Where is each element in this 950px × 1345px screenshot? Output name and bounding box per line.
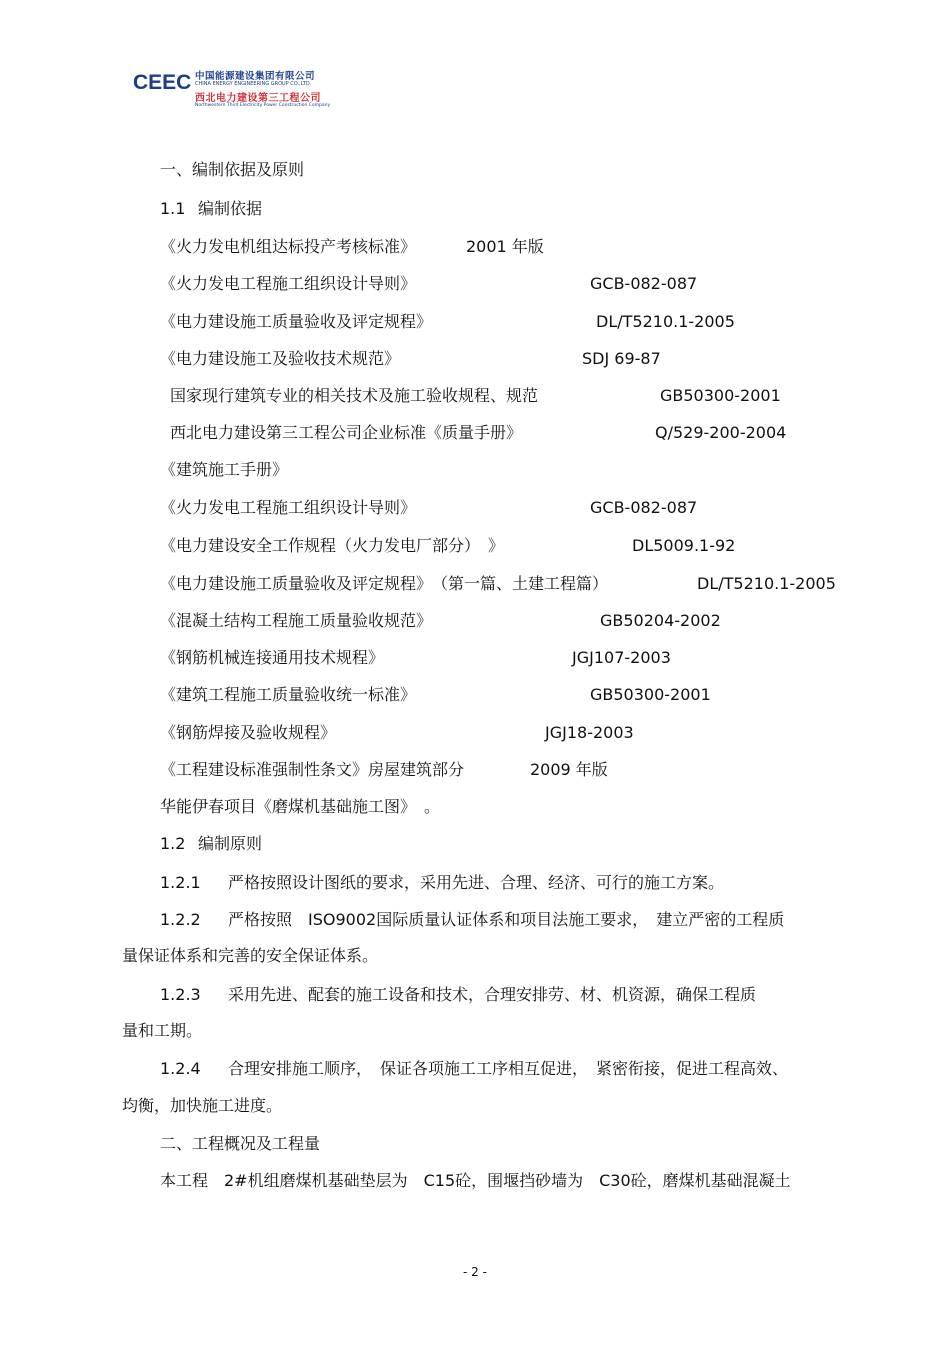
reference-code: GB50300-2001 — [590, 685, 711, 704]
reference-name: 《电力建设施工及验收技术规范》 — [160, 349, 401, 368]
reference-name: 《工程建设标准强制性条文》房屋建筑部分 — [160, 760, 465, 779]
reference-code: DL5009.1-92 — [632, 536, 736, 555]
subsidiary-name-en: Northwestern Third Electricity Power Construction Company — [195, 103, 331, 108]
reference-name: 《建筑施工手册》 — [160, 460, 289, 479]
subsidiary-name-cn: 西北电力建设第三工程公司 — [195, 93, 321, 104]
section-heading: 一、编制依据及原则 — [160, 160, 305, 179]
section-heading: 二、工程概况及工程量 — [160, 1134, 321, 1153]
reference-code: GB50300-2001 — [660, 386, 781, 405]
body-paragraph: 本工程 2#机组磨煤机基础垫层为 C15砼，围堰挡砂墙为 C30砼，磨煤机基础混凝土 — [160, 1171, 791, 1190]
principle-number: 1.2.2 — [160, 910, 201, 929]
reference-code: GCB-082-087 — [590, 274, 698, 293]
reference-name: 《建筑工程施工质量验收统一标准》 — [160, 685, 417, 704]
logo-mark-text: CEEC — [133, 71, 191, 92]
principle-number: 1.2.1 — [160, 873, 201, 892]
reference-name: 《混凝土结构工程施工质量验收规范》 — [160, 611, 433, 630]
principle-text: 严格按照设计图纸的要求，采用先进、合理、经济、可行的施工方案。 — [228, 873, 725, 892]
reference-code: 2001 年版 — [466, 237, 544, 256]
reference-name: 国家现行建筑专业的相关技术及施工验收规程、规范 — [170, 386, 539, 405]
principle-text-continued: 量保证体系和完善的安全保证体系。 — [122, 946, 379, 965]
reference-code: Q/529-200-2004 — [655, 423, 787, 442]
reference-name: 《电力建设施工质量验收及评定规程》 （第一篇、土建工程篇） — [160, 574, 609, 593]
reference-code: GB50204-2002 — [600, 611, 721, 630]
principle-text: 采用先进、配套的施工设备和技术，合理安排劳、材、机资源，确保工程质 — [228, 985, 757, 1004]
principle-number: 1.2.3 — [160, 985, 201, 1004]
principle-text: 严格按照 ISO9002国际质量认证体系和项目法施工要求， 建立严密的工程质 — [228, 910, 785, 929]
reference-name: 《火力发电工程施工组织设计导则》 — [160, 498, 417, 517]
principle-text-continued: 均衡，加快施工进度。 — [122, 1096, 283, 1115]
reference-name: 华能伊春项目《磨煤机基础施工图》 。 — [160, 797, 441, 816]
reference-code: SDJ 69-87 — [582, 349, 661, 368]
reference-code: JGJ107-2003 — [572, 648, 671, 667]
company-logo — [133, 68, 333, 116]
reference-name: 《钢筋焊接及验收规程》 — [160, 723, 337, 742]
reference-code: DL/T5210.1-2005 — [697, 574, 836, 593]
reference-name: 《电力建设施工质量验收及评定规程》 — [160, 312, 433, 331]
reference-code: JGJ18-2003 — [545, 723, 634, 742]
ceec-logo-icon — [133, 70, 191, 92]
subsection-heading: 编制依据 — [198, 199, 263, 218]
principle-text: 合理安排施工顺序， 保证各项施工工序相互促进， 紧密衔接，促进工程高效、 — [228, 1059, 789, 1078]
page-number: - 2 - — [463, 1265, 487, 1279]
reference-name: 《电力建设安全工作规程（火力发电厂部分） 》 — [160, 536, 505, 555]
subsection-heading: 编制原则 — [198, 834, 263, 853]
subsection-number: 1.2 — [160, 834, 186, 853]
reference-code: DL/T5210.1-2005 — [596, 312, 735, 331]
reference-code: GCB-082-087 — [590, 498, 698, 517]
reference-name: 《火力发电机组达标投产考核标准》 — [160, 237, 417, 256]
reference-name: 西北电力建设第三工程公司企业标准《质量手册》 — [170, 423, 523, 442]
reference-code: 2009 年版 — [530, 760, 608, 779]
subsection-number: 1.1 — [160, 199, 186, 218]
reference-name: 《火力发电工程施工组织设计导则》 — [160, 274, 417, 293]
principle-text-continued: 量和工期。 — [122, 1021, 203, 1040]
company-name-en: CHINA ENERGY ENGINEERING GROUP CO.,LTD. — [195, 81, 312, 87]
company-name-cn: 中国能源建设集团有限公司 — [195, 71, 316, 82]
principle-number: 1.2.4 — [160, 1059, 201, 1078]
reference-name: 《钢筋机械连接通用技术规程》 — [160, 648, 385, 667]
